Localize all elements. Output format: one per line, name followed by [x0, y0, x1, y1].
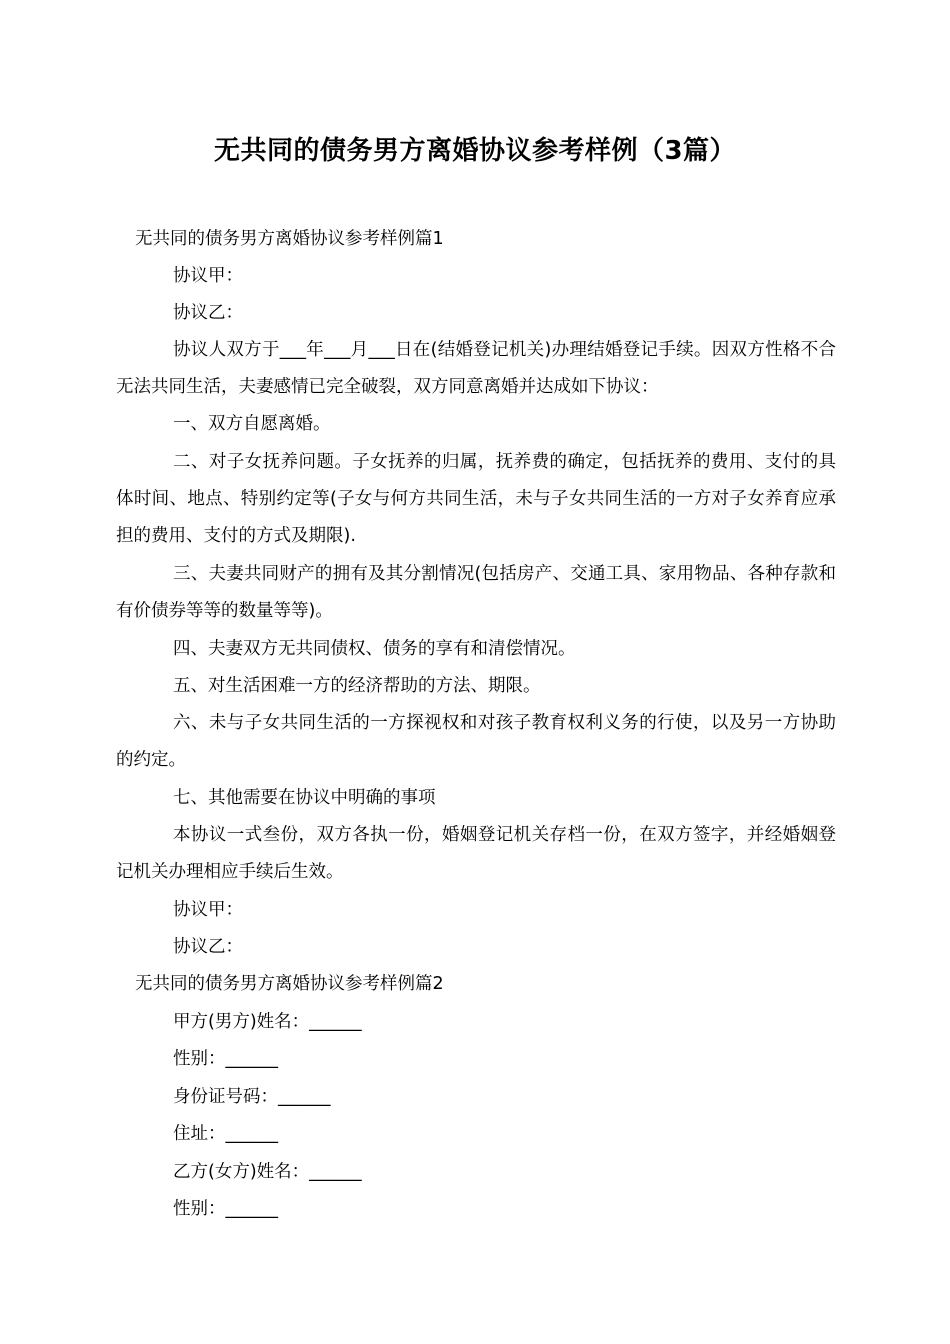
intro-paragraph: 协议人双方于___年___月___日在(结婚登记机关)办理结婚登记手续。因双方性格不合无法共同生活，夫妻感情已完全破裂，双方同意离婚并达成如下协议： [116, 340, 836, 397]
clause-6: 六、未与子女共同生活的一方探视权和对孩子教育权利义务的行使，以及另一方协助的约定。 [116, 713, 836, 770]
section-heading-1: 无共同的债务男方离婚协议参考样例篇1 [135, 229, 444, 249]
party-b-gender-field: 性别：______ [173, 1199, 278, 1219]
party-b-name-field: 乙方(女方)姓名：______ [173, 1162, 362, 1182]
clause-7: 七、其他需要在协议中明确的事项 [173, 788, 436, 808]
party-a-address-field: 住址：______ [173, 1124, 278, 1144]
party-b-label: 协议乙： [173, 303, 243, 323]
party-a-label: 协议甲： [173, 266, 243, 286]
signature-party-b: 协议乙： [173, 937, 243, 957]
clause-2: 二、对子女抚养问题。子女抚养的归属，抚养费的确定，包括抚养的费用、支付的具体时间、地点、特别约定等(子女与何方共同生活，未与子女共同生活的一方对子女养育应承担的费用、支付的方式及期限). [116, 452, 836, 546]
clause-4: 四、夫妻双方无共同债权、债务的享有和清偿情况。 [173, 639, 576, 659]
clause-5: 五、对生活困难一方的经济帮助的方法、期限。 [173, 676, 541, 696]
signature-party-a: 协议甲： [173, 900, 243, 920]
party-a-id-field: 身份证号码：______ [173, 1087, 331, 1107]
clause-1: 一、双方自愿离婚。 [173, 414, 331, 434]
clause-3: 三、夫妻共同财产的拥有及其分割情况(包括房产、交通工具、家用物品、各种存款和有价债券等等的数量等等)。 [116, 564, 836, 621]
party-a-name-field: 甲方(男方)姓名：______ [173, 1012, 362, 1032]
section-heading-2: 无共同的债务男方离婚协议参考样例篇2 [135, 974, 444, 994]
document-title: 无共同的债务男方离婚协议参考样例（3篇） [213, 136, 737, 166]
party-a-gender-field: 性别：______ [173, 1049, 278, 1069]
closing-paragraph: 本协议一式叁份，双方各执一份，婚姻登记机关存档一份，在双方签字，并经婚姻登记机关办理相应手续后生效。 [116, 825, 836, 882]
